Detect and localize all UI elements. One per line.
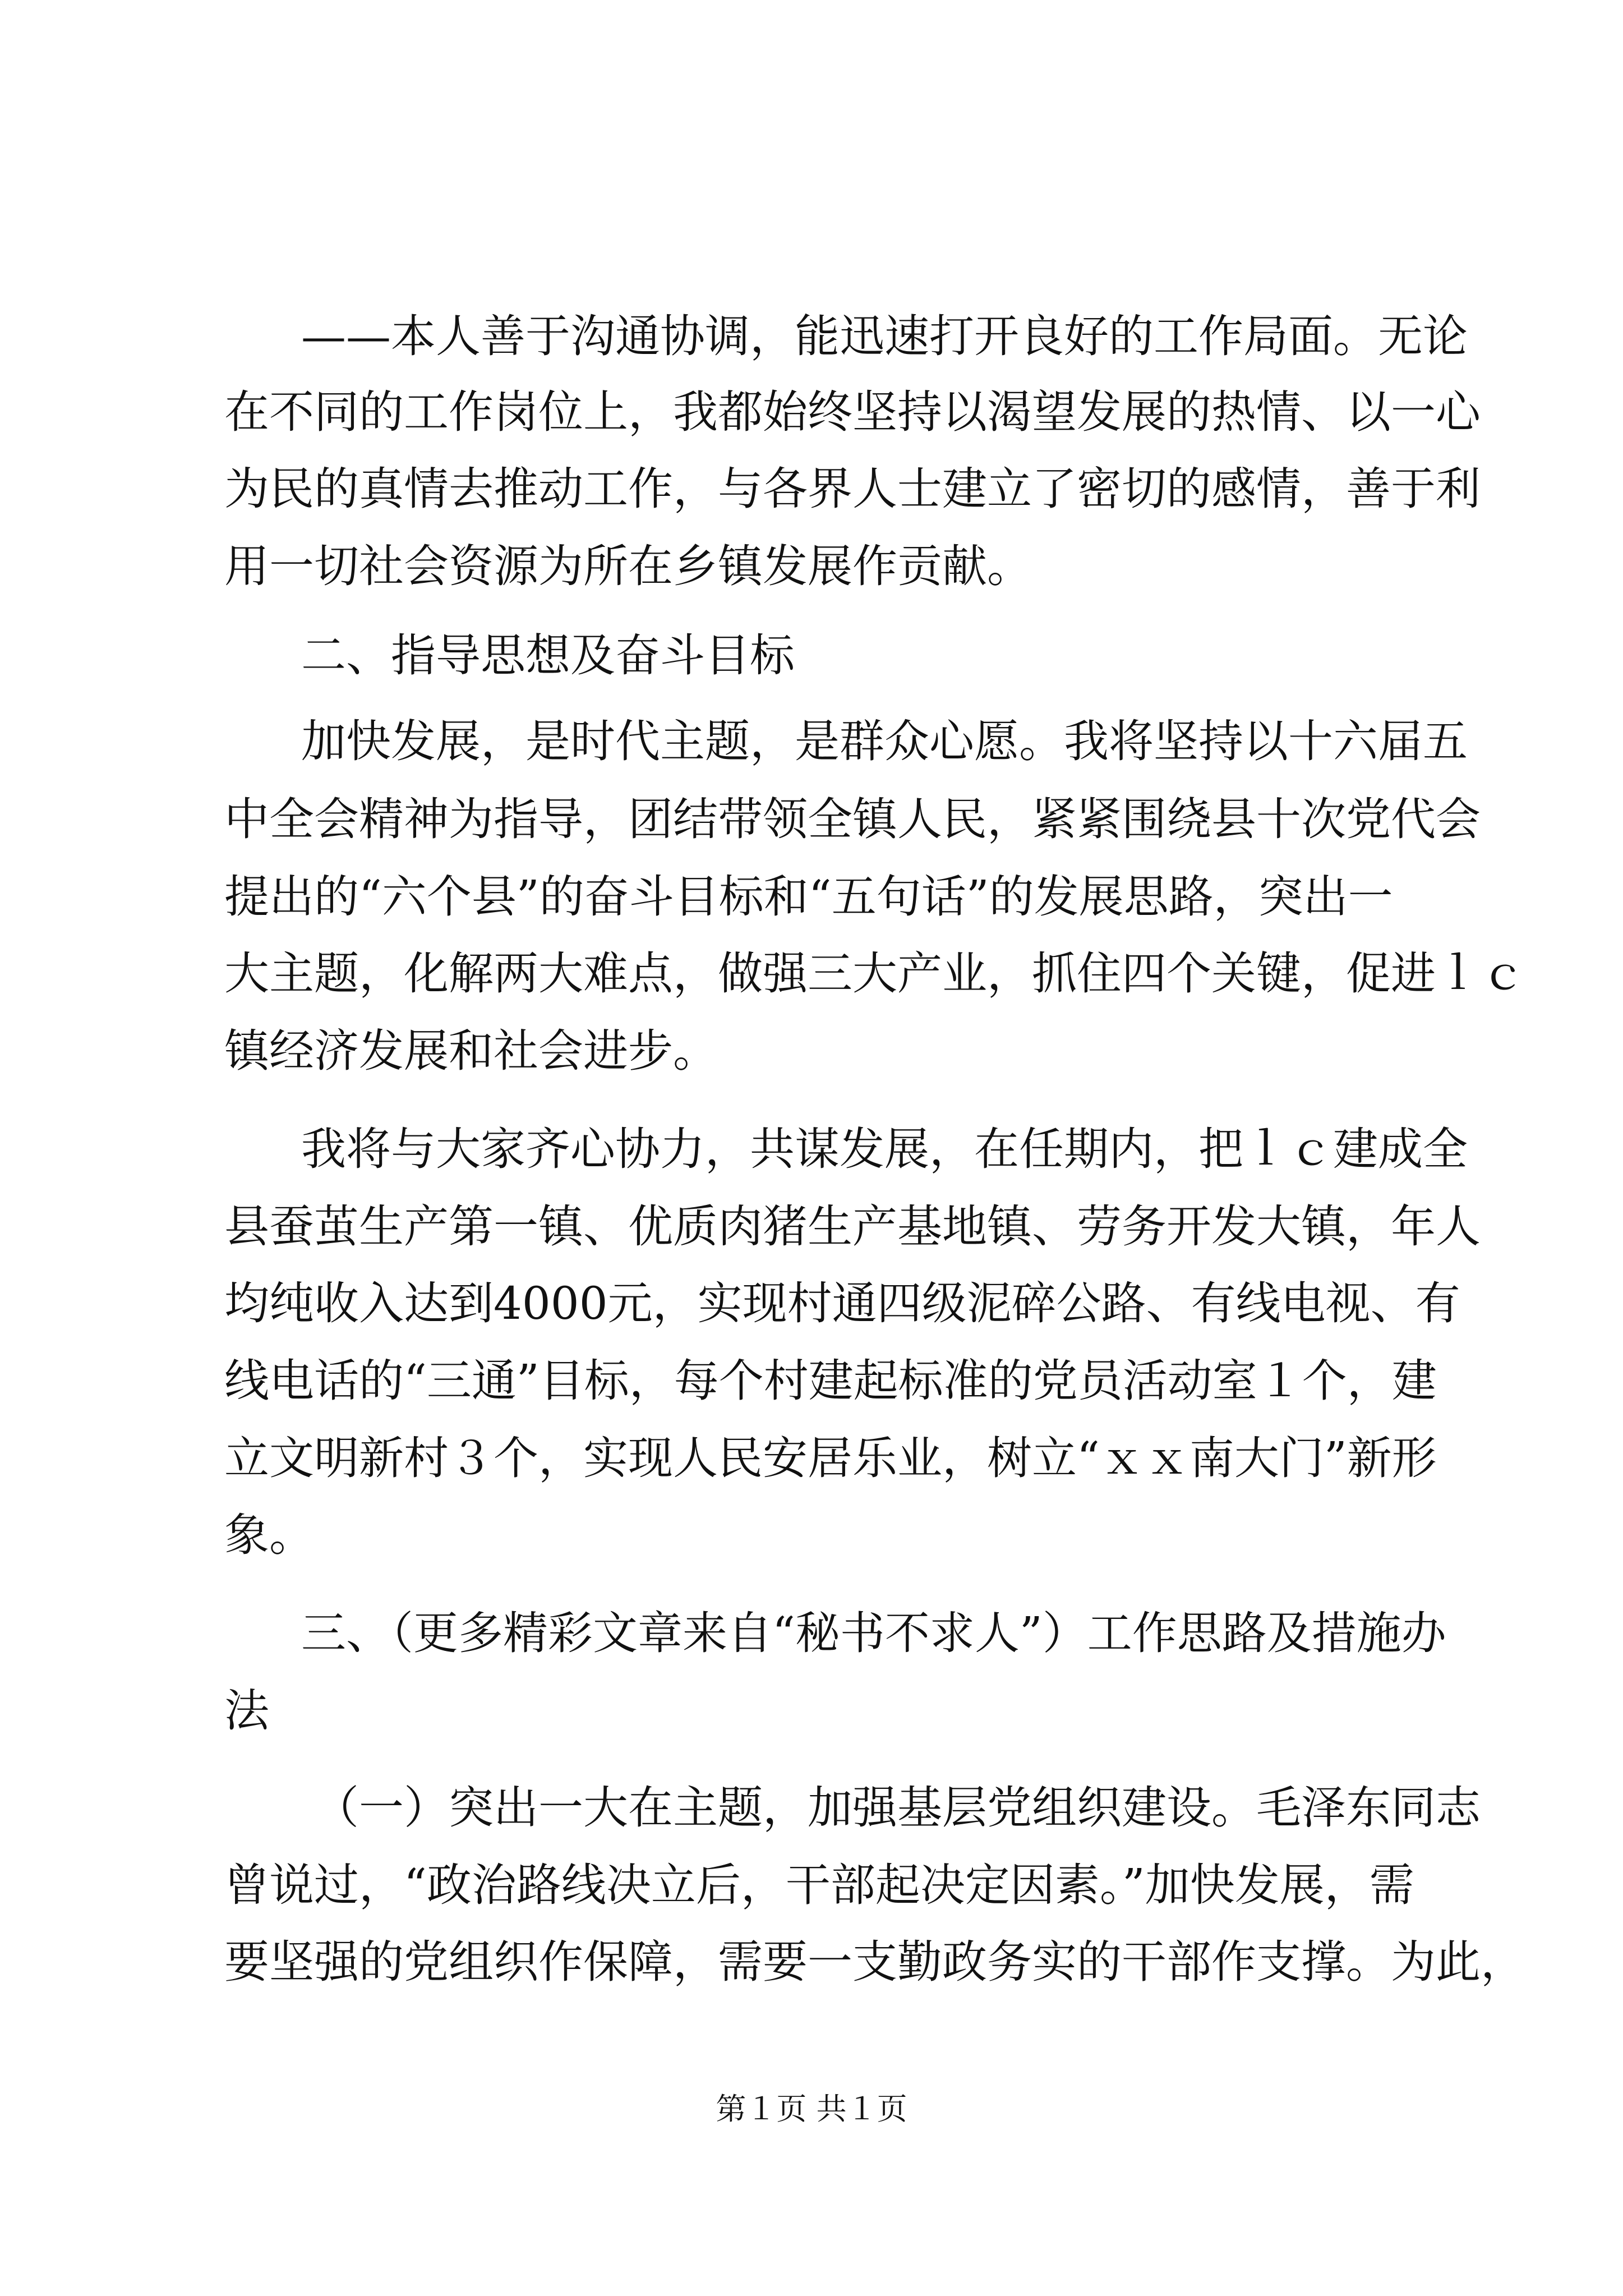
paragraph-line: ——本人善于沟通协调，能迅速打开良好的工作局面。无论 — [301, 310, 1468, 362]
paragraph-line: 在不同的工作岗位上，我都始终坚持以渴望发展的热情、以一心 — [224, 386, 1481, 438]
section-heading: 二、指导思想及奋斗目标 — [301, 629, 795, 682]
paragraph-line: 线电话的“三通”目标，每个村建起标准的党员活动室１个，建 — [224, 1355, 1437, 1407]
paragraph-line: 要坚强的党组织作保障，需要一支勤政务实的干部作支撑。为此， — [224, 1936, 1525, 1988]
paragraph-line: 立文明新村３个，实现人民安居乐业，树立“ｘｘ南大门”新形 — [224, 1432, 1437, 1484]
paragraph-line: 曾说过，“政治路线决立后，干部起决定因素。”加快发展，需 — [224, 1859, 1414, 1911]
paragraph-line: 中全会精神为指导，团结带领全镇人民，紧紧围绕县十次党代会 — [224, 793, 1481, 845]
paragraph-line: 加快发展，是时代主题，是群众心愿。我将坚持以十六届五 — [301, 715, 1468, 767]
paragraph-line: 象。 — [224, 1509, 314, 1561]
paragraph-line: 大主题，化解两大难点，做强三大产业，抓住四个关键，促进ｌｃ — [224, 947, 1525, 1000]
paragraph-line: 均纯收入达到4000元，实现村通四级泥碎公路、有线电视、有 — [224, 1277, 1460, 1329]
paragraph-line: 镇经济发展和社会进步。 — [224, 1025, 718, 1077]
section-heading: 三、（更多精彩文章来自“秘书不求人”）工作思路及措施办 — [301, 1607, 1446, 1659]
paragraph-line: 用一切社会资源为所在乡镇发展作贡献。 — [224, 540, 1032, 592]
paragraph-line: 为民的真情去推动工作，与各界人士建立了密切的感情，善于利 — [224, 463, 1481, 515]
paragraph-line: 提出的“六个县”的奋斗目标和“五句话”的发展思路，突出一 — [224, 871, 1393, 923]
section-heading: 法 — [224, 1685, 269, 1737]
paragraph-line: （一）突出一大在主题，加强基层党组织建设。毛泽东同志 — [314, 1782, 1481, 1834]
paragraph-line: 县蚕茧生产第一镇、优质肉猪生产基地镇、劳务开发大镇，年人 — [224, 1200, 1481, 1253]
page-footer: 第１页 共１页 — [716, 2091, 907, 2127]
paragraph-line: 我将与大家齐心协力，共谋发展，在任期内，把ｌｃ建成全 — [301, 1123, 1468, 1175]
